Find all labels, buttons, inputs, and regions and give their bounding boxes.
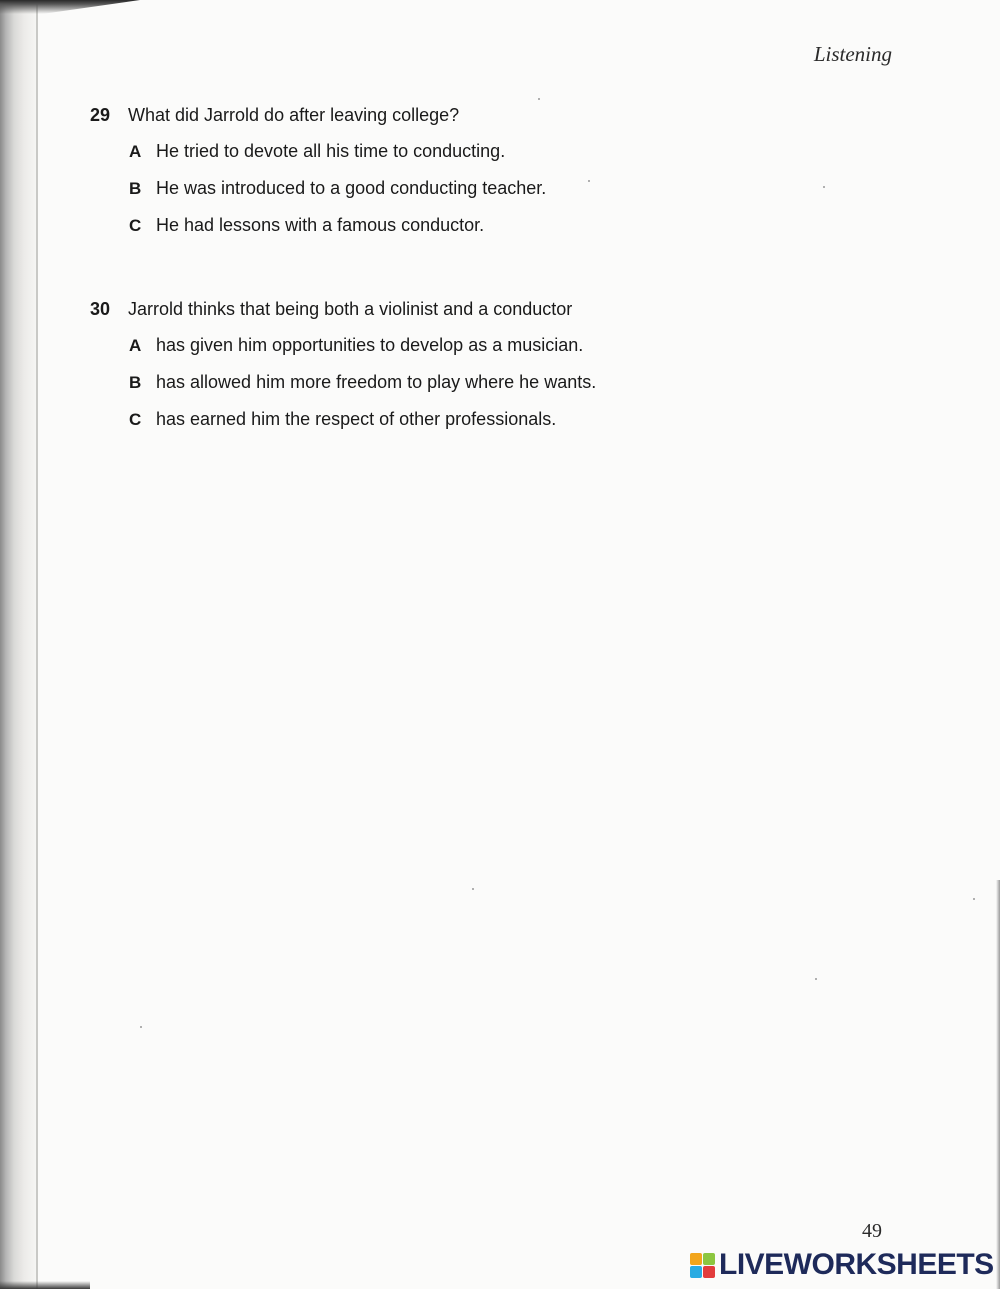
option-letter: A: [129, 142, 142, 161]
page-number: 49: [862, 1220, 882, 1242]
option-text: He had lessons with a famous conductor.: [156, 215, 485, 235]
option-text: He was introduced to a good conducting teacher.: [156, 178, 547, 198]
logo-square-l: [690, 1253, 702, 1265]
scan-corner-bottom: [0, 1281, 90, 1289]
option-letter: B: [129, 179, 142, 198]
logo-square-v: [690, 1266, 702, 1278]
section-header: Listening: [813, 42, 892, 66]
option-letter: C: [129, 410, 142, 429]
binding-shadow: [0, 0, 38, 1289]
scan-edge-right: [996, 880, 1000, 1289]
liveworksheets-logo-icon: [690, 1253, 715, 1278]
option-text: has allowed him more freedom to play where he wants.: [156, 372, 597, 392]
scan-speck: [815, 978, 817, 980]
question-29: [90, 104, 790, 251]
scan-speck: [140, 1026, 142, 1028]
watermark-text: LIVEWORKSHEETS: [719, 1248, 994, 1281]
scan-speck: [472, 888, 474, 890]
option-29-b[interactable]: [129, 177, 790, 200]
option-30-c[interactable]: [129, 408, 790, 431]
option-letter: B: [129, 373, 142, 392]
question-text: What did Jarrold do after leaving college?: [128, 105, 460, 125]
scan-speck: [588, 180, 590, 182]
option-30-b[interactable]: [129, 371, 790, 394]
option-text: He tried to devote all his time to conducting.: [156, 141, 506, 161]
question-text: Jarrold thinks that being both a violinist and a conductor: [128, 299, 573, 319]
option-29-c[interactable]: [129, 214, 790, 237]
logo-square-e: [703, 1266, 715, 1278]
scan-speck: [538, 98, 540, 100]
scan-speck: [973, 898, 975, 900]
binding-line: [36, 0, 38, 1289]
scan-speck: [823, 186, 825, 188]
option-text: has earned him the respect of other professionals.: [156, 409, 557, 429]
question-number: 30: [90, 299, 111, 319]
option-letter: A: [129, 336, 142, 355]
option-29-a[interactable]: [129, 140, 790, 163]
option-letter: C: [129, 216, 142, 235]
option-text: has given him opportunities to develop as a musician.: [156, 335, 584, 355]
logo-square-i: [703, 1253, 715, 1265]
liveworksheets-watermark[interactable]: [690, 1247, 994, 1283]
options-list: [129, 140, 790, 237]
scan-corner-top: [0, 0, 140, 14]
question-number: 29: [90, 105, 111, 125]
option-30-a[interactable]: [129, 334, 790, 357]
question-30: [90, 298, 790, 445]
options-list: [129, 334, 790, 431]
